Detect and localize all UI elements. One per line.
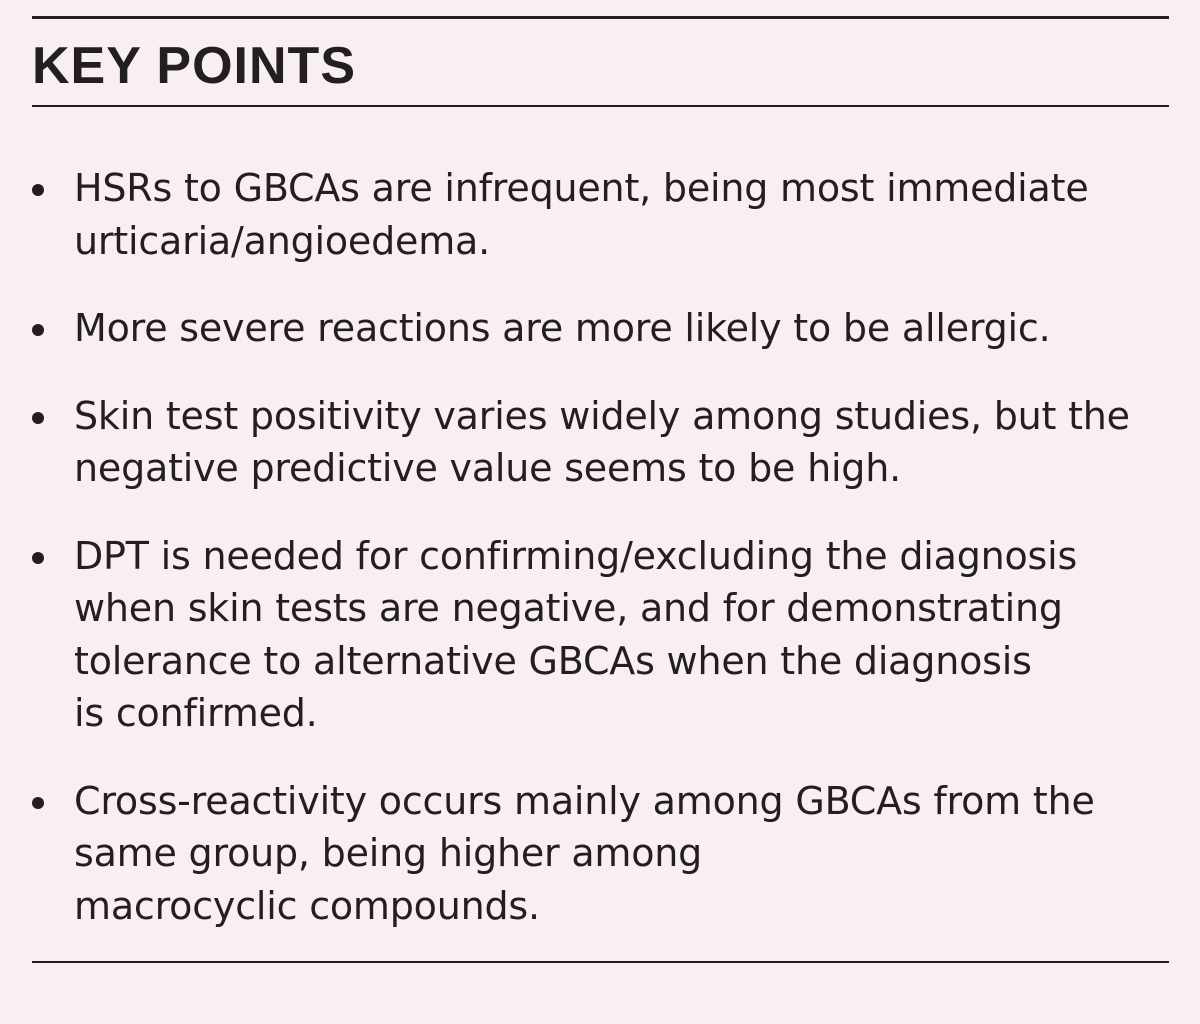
bullet-icon <box>32 775 46 809</box>
heading-rule <box>32 105 1169 107</box>
key-point-5 <box>32 775 1172 933</box>
key-point-4 <box>32 530 1172 740</box>
section-heading: KEY POINTS <box>32 37 357 95</box>
point-line: Cross-reactivity occurs mainly among GBCAs from the <box>74 778 1095 823</box>
point-line: when skin tests are negative, and for demonstrating <box>74 586 1063 630</box>
key-points-list <box>32 162 1172 967</box>
top-rule <box>32 16 1169 19</box>
bullet-icon <box>32 162 46 196</box>
key-point-2 <box>32 302 1172 355</box>
point-line: negative predictive value seems to be high. <box>74 446 901 490</box>
bullet-icon <box>32 390 46 424</box>
point-line: macrocyclic compounds. <box>74 883 540 928</box>
point-line: is confirmed. <box>74 691 318 735</box>
key-point-3 <box>32 390 1172 495</box>
bullet-icon <box>32 302 46 336</box>
key-point-1 <box>32 162 1172 267</box>
point-line: Skin test positivity varies widely among studies, but the <box>74 393 1130 438</box>
bottom-rule <box>32 961 1169 963</box>
point-line: HSRs to GBCAs are infrequent, being most immediate <box>74 166 1089 210</box>
point-line: DPT is needed for confirming/excluding the diagnosis <box>74 533 1078 578</box>
point-line: urticaria/angioedema. <box>74 218 490 263</box>
point-line: More severe reactions are more likely to be allergic. <box>74 306 1051 350</box>
point-line: tolerance to alternative GBCAs when the diagnosis <box>74 638 1032 683</box>
bullet-icon <box>32 530 46 564</box>
point-line: same group, being higher among <box>74 831 703 875</box>
